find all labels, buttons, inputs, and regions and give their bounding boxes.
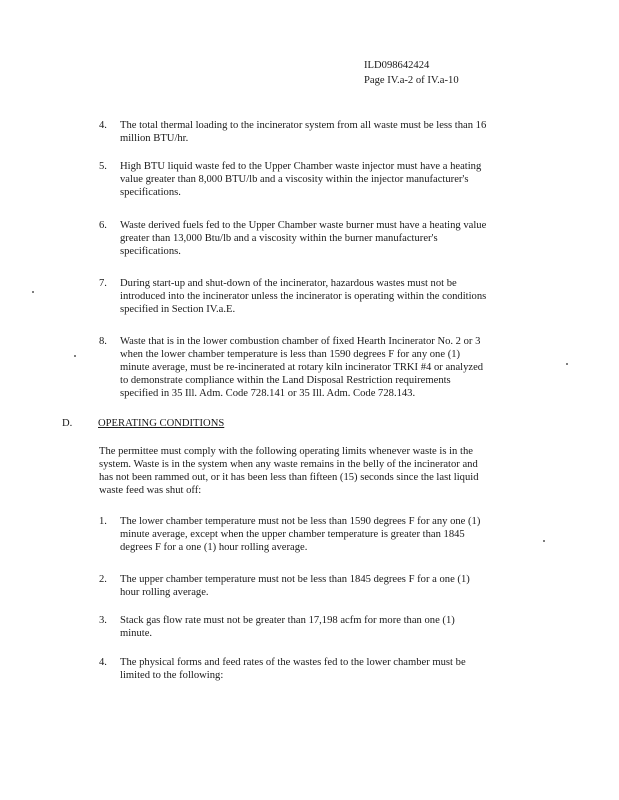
item-text — [120, 160, 565, 199]
item-text — [120, 119, 565, 145]
page-reference: Page IV.a-2 of IV.a-10 — [364, 75, 459, 86]
text-line: waste feed was shut off: — [99, 485, 202, 496]
scan-speck — [566, 363, 568, 365]
scan-speck — [74, 355, 76, 357]
text-line: The physical forms and feed rates of the wastes fed to the lower chamber must be — [120, 657, 466, 668]
text-line: has not been rammed out, or it has been less than fifteen (15) seconds since the last liquid — [99, 472, 479, 483]
text-line: million BTU/hr. — [120, 133, 189, 144]
item-text — [120, 335, 565, 400]
item-number: 3. — [99, 615, 107, 626]
section-letter: D. — [62, 418, 73, 429]
text-line: The permittee must comply with the following operating limits whenever waste is in the — [99, 446, 473, 457]
page-header — [364, 58, 459, 88]
item-number: 5. — [99, 161, 107, 172]
text-line: Stack gas flow rate must not be greater than 17,198 acfm for more than one (1) — [120, 615, 455, 626]
text-line: Waste derived fuels fed to the Upper Chamber waste burner must have a heating value — [120, 220, 487, 231]
item-text — [120, 656, 565, 682]
scan-speck — [32, 291, 34, 293]
text-line: system. Waste is in the system when any waste remains in the belly of the incinerator and — [99, 459, 478, 470]
item-number: 7. — [99, 278, 107, 289]
item-number: 2. — [99, 574, 107, 585]
section-heading — [62, 417, 224, 430]
text-line: Waste that is in the lower combustion chamber of fixed Hearth Incinerator No. 2 or 3 — [120, 336, 481, 347]
text-line: introduced into the incinerator unless the incinerator is operating within the conditions — [120, 291, 487, 302]
text-line: when the lower chamber temperature is less than 1590 degrees F for any one (1) — [120, 349, 461, 360]
text-line: hour rolling average. — [120, 587, 209, 598]
text-line: specifications. — [120, 246, 181, 257]
item-text — [120, 277, 565, 316]
item-text — [120, 573, 565, 599]
text-line: During start-up and shut-down of the incinerator, hazardous wastes must not be — [120, 278, 457, 289]
section-title: OPERATING CONDITIONS — [98, 418, 225, 429]
text-line: specified in 35 Ill. Adm. Code 728.141 or 35 Ill. Adm. Code 728.143. — [120, 388, 416, 399]
text-line: minute average, except when the upper chamber temperature is greater than 1845 — [120, 529, 465, 540]
document-id: ILD098642424 — [364, 60, 430, 71]
item-number: 6. — [99, 220, 107, 231]
text-line: greater than 13,000 Btu/lb and a viscosity within the burner manufacturer's — [120, 233, 438, 244]
text-line: limited to the following: — [120, 670, 224, 681]
text-line: degrees F for a one (1) hour rolling average. — [120, 542, 308, 553]
text-line: High BTU liquid waste fed to the Upper Chamber waste injector must have a heating — [120, 161, 482, 172]
item-text — [120, 515, 565, 554]
text-line: specified in Section IV.a.E. — [120, 304, 236, 315]
scan-speck — [543, 540, 545, 542]
item-number: 4. — [99, 657, 107, 668]
text-line: minute. — [120, 628, 153, 639]
section-intro-paragraph — [99, 445, 559, 497]
text-line: value greater than 8,000 BTU/lb and a viscosity within the injector manufacturer's — [120, 174, 469, 185]
text-line: The lower chamber temperature must not be less than 1590 degrees F for any one (1) — [120, 516, 481, 527]
item-number: 8. — [99, 336, 107, 347]
text-line: The upper chamber temperature must not be less than 1845 degrees F for a one (1) — [120, 574, 470, 585]
text-line: The total thermal loading to the incinerator system from all waste must be less than 16 — [120, 120, 487, 131]
item-text — [120, 219, 565, 258]
item-number: 1. — [99, 516, 107, 527]
text-line: specifications. — [120, 187, 181, 198]
text-line: to demonstrate compliance within the Land Disposal Restriction requirements — [120, 375, 451, 386]
item-number: 4. — [99, 120, 107, 131]
text-line: minute average, must be re-incinerated at rotary kiln incinerator TRKI #4 or analyzed — [120, 362, 484, 373]
item-text — [120, 614, 565, 640]
